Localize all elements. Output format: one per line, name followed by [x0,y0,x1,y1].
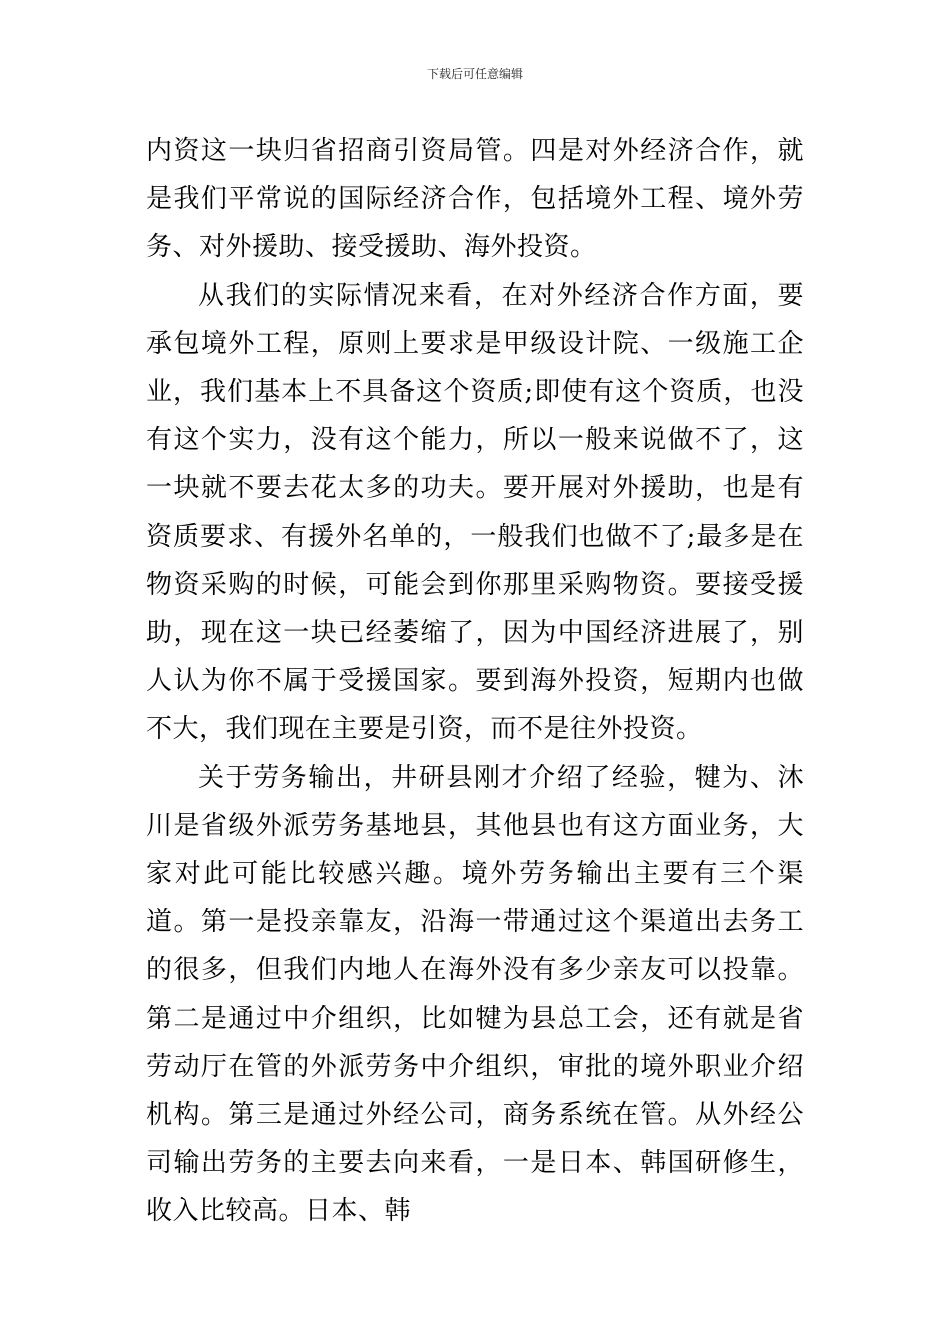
paragraph-labor-export: 关于劳务输出，井研县刚才介绍了经验，犍为、沐川是省级外派劳务基地县，其他县也有这方面业务，大家对此可能比较感兴趣。境外劳务输出主要有三个渠道。第一是投亲靠友，沿海一带通过这个渠道出去务工的很多，但我们内地人在海外没有多少亲友可以投靠。第二是通过中介组织，比如犍为县总工会，还有就是省劳动厅在管的外派劳务中介组织，审批的境外职业介绍机构。第三是通过外经公司，商务系统在管。从外经公司输出劳务的主要去向来看，一是日本、韩国研修生，收入比较高。日本、韩 [146,762,804,1227]
body-text [146,127,804,1236]
header-note: 下载后可任意编辑 [426,67,523,81]
paragraph-continued: 内资这一块归省招商引资局管。四是对外经济合作，就是我们平常说的国际经济合作，包括境外工程、境外劳务、对外援助、接受援助、海外投资。 [146,136,804,263]
paragraph-foreign-cooperation: 从我们的实际情况来看，在对外经济合作方面，要承包境外工程，原则上要求是甲级设计院、一级施工企业，我们基本上不具备这个资质;即使有这个资质，也没有这个实力，没有这个能力，所以一般来说做不了，这一块就不要去花太多的功夫。要开展对外援助，也是有资质要求、有援外名单的，一般我们也做不了;最多是在物资采购的时候，可能会到你那里采购物资。要接受援助，现在这一块已经萎缩了，因为中国经济进展了，别人认为你不属于受援国家。要到海外投资，短期内也做不大，我们现在主要是引资，而不是往外投资。 [146,280,804,745]
